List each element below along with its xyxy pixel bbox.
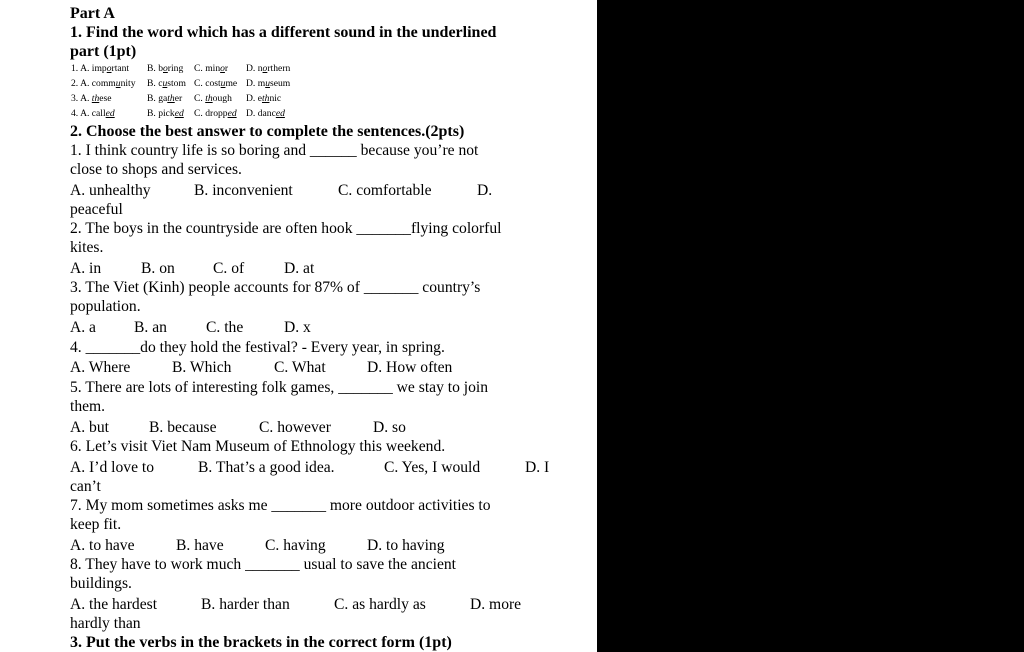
- option-d: D. How often: [367, 359, 453, 376]
- option: D. museum: [246, 78, 291, 89]
- section2-heading: 2. Choose the best answer to complete the sentences.(2pts): [70, 123, 465, 140]
- option-b: B. because: [149, 419, 217, 436]
- part-title: Part A: [70, 5, 115, 22]
- option: B. picked: [147, 108, 184, 119]
- question-8-line1: 8. They have to work much _______ usual to save the ancient: [70, 556, 456, 573]
- option: 1. A. important: [71, 63, 130, 74]
- option-b: B. have: [176, 537, 224, 554]
- option-a: A. Where: [70, 359, 131, 376]
- option: D. danced: [246, 108, 285, 119]
- question-1-option-d-cont: peaceful: [70, 201, 123, 218]
- option: B. boring: [147, 63, 184, 74]
- option-a: A. unhealthy: [70, 182, 151, 199]
- option: 2. A. community: [71, 78, 136, 89]
- section3-heading: 3. Put the verbs in the brackets in the correct form (1pt): [70, 634, 452, 651]
- option: D. ethnic: [246, 93, 282, 104]
- option-d: D. I: [525, 459, 550, 476]
- option-b: B. harder than: [201, 596, 290, 613]
- option-a: A. to have: [70, 537, 135, 554]
- question-2-line1: 2. The boys in the countryside are often hook _______flying colorful: [70, 220, 502, 237]
- option-c: C. however: [259, 419, 331, 436]
- option-d: D. at: [284, 260, 315, 277]
- option-c: C. of: [213, 260, 245, 277]
- question-3-line2: population.: [70, 298, 141, 315]
- option-b: B. Which: [172, 359, 232, 376]
- option-a: A. I’d love to: [70, 459, 155, 476]
- option-d: D.: [477, 182, 493, 199]
- question-3-line1: 3. The Viet (Kinh) people accounts for 87% of _______ country’s: [70, 279, 481, 296]
- question-6-option-d-cont: can’t: [70, 478, 101, 495]
- option-b: B. inconvenient: [194, 182, 293, 199]
- option-d: D. so: [373, 419, 406, 436]
- option: 3. A. these: [71, 93, 112, 104]
- option-b: B. an: [134, 319, 167, 336]
- option-c: C. What: [274, 359, 326, 376]
- question-8-option-d-cont: hardly than: [70, 615, 141, 632]
- option-a: A. a: [70, 319, 96, 336]
- option-c: C. comfortable: [338, 182, 432, 199]
- question-4-line1: 4. _______do they hold the festival? - Every year, in spring.: [70, 339, 445, 356]
- option-d: D. x: [284, 319, 311, 336]
- option: C. minor: [194, 63, 229, 74]
- section1-heading-line1: 1. Find the word which has a different sound in the underlined: [70, 24, 497, 41]
- black-margin: [597, 0, 1024, 652]
- option: C. costume: [194, 78, 238, 89]
- option-c: C. the: [206, 319, 244, 336]
- question-2-line2: kites.: [70, 239, 104, 256]
- option: C. though: [194, 93, 232, 104]
- option-a: A. in: [70, 260, 102, 277]
- option-d: D. to having: [367, 537, 445, 554]
- question-5-line1: 5. There are lots of interesting folk games, _______ we stay to join: [70, 379, 489, 396]
- option-b: B. That’s a good idea.: [198, 459, 335, 476]
- option: 4. A. called: [71, 108, 115, 119]
- option: B. custom: [147, 78, 186, 89]
- option: D. northern: [246, 63, 291, 74]
- question-5-line2: them.: [70, 398, 106, 415]
- question-7-line1: 7. My mom sometimes asks me _______ more outdoor activities to: [70, 497, 491, 514]
- option-c: C. as hardly as: [334, 596, 426, 613]
- option-a: A. the hardest: [70, 596, 158, 613]
- question-1-line2: close to shops and services.: [70, 161, 242, 178]
- question-6-line1: 6. Let’s visit Viet Nam Museum of Ethnology this weekend.: [70, 438, 446, 455]
- question-7-line2: keep fit.: [70, 516, 122, 533]
- option-c: C. Yes, I would: [384, 459, 481, 476]
- option-c: C. having: [265, 537, 326, 554]
- option-d: D. more: [470, 596, 522, 613]
- option-b: B. on: [141, 260, 175, 277]
- option-a: A. but: [70, 419, 109, 436]
- question-1-line1: 1. I think country life is so boring and ______ because you’re not: [70, 142, 479, 159]
- option: B. gather: [147, 93, 183, 104]
- option: C. dropped: [194, 108, 237, 119]
- question-8-line2: buildings.: [70, 575, 132, 592]
- section1-heading-line2: part (1pt): [70, 43, 137, 60]
